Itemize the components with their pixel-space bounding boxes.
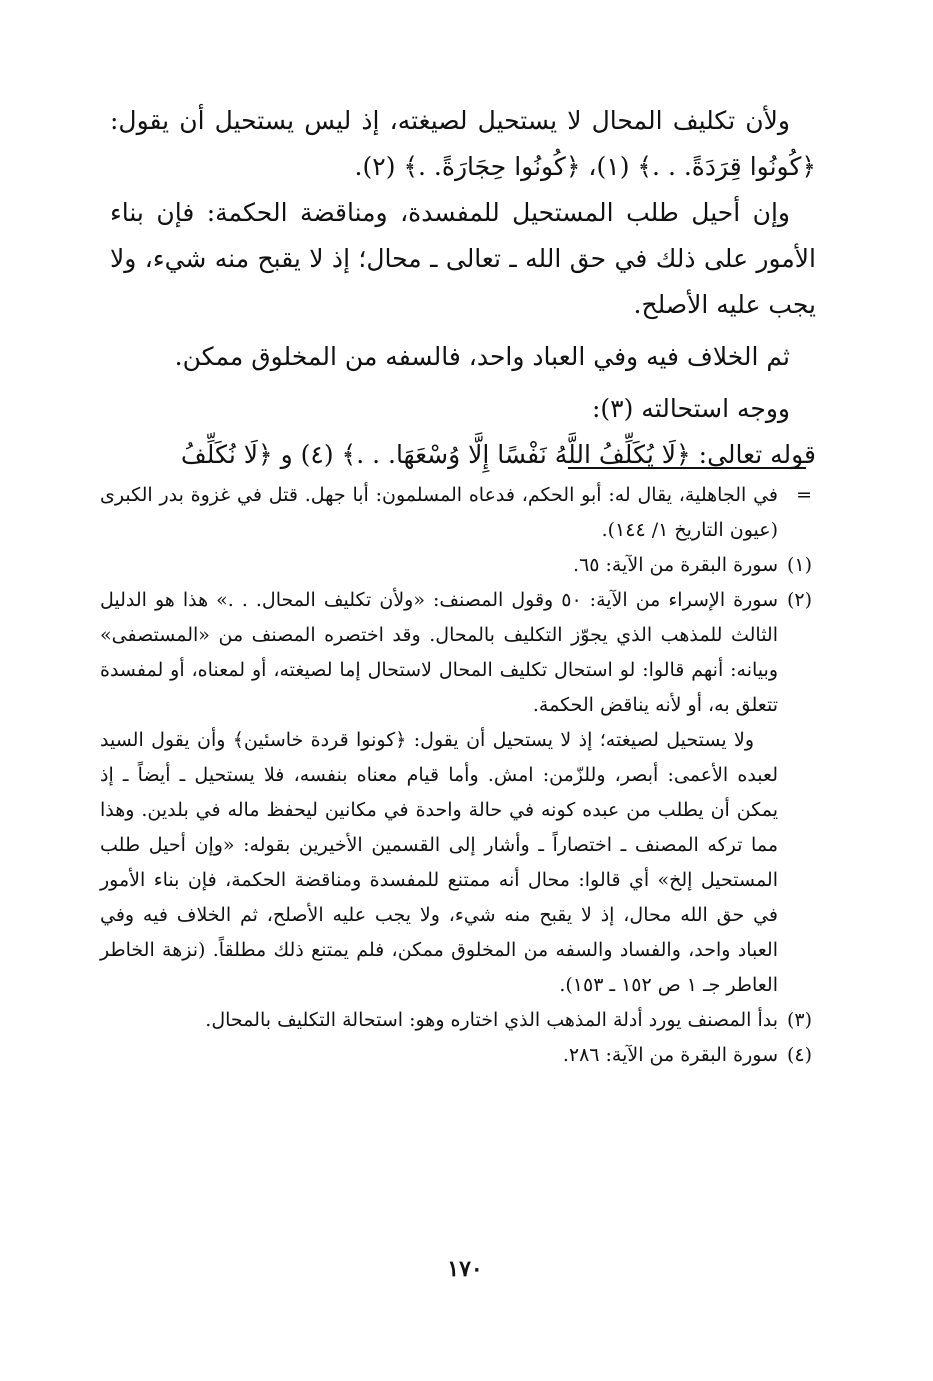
footnote-text: سورة البقرة من الآية: ٢٨٦. [562,1044,778,1066]
paragraph-4: ووجه استحالته (٣): [591,394,790,423]
continuation-text: في الجاهلية، يقال له: أبو الحكم، فدعاه المسلمون: أبا جهل. قتل في غزوة بدر الكبرى (عيون التاريخ ١/ ١٤٤). [100,484,778,541]
footnotes [100,478,812,1073]
paragraph-3: ثم الخلاف فيه وفي العباد واحد، فالسفه من المخلوق ممكن. [174,342,790,371]
footnote-separator [568,467,806,469]
footnote-3 [100,1003,812,1038]
footnote-2 [100,583,812,723]
footnote-4 [100,1038,812,1073]
paragraph-2: وإن أحيل طلب المستحيل للمفسدة، ومناقضة الحكمة: فإن بناء الأمور على ذلك في حق الله ـ تعالى ـ محال؛ إذ لا يقبح منه شيء، ولا يجب عليه الأصلح. [110,198,816,319]
footnote-number: (٢) [786,589,812,611]
paragraph-5: قوله تعالى: ﴿لَا يُكَلِّفُ اللَّهُ نَفْسًا إِلَّا وُسْعَهَا. . .﴾ (٤) و ﴿لَا نُكَلِّفُ [180,440,816,469]
page-number: ١٧٠ [447,1256,483,1282]
footnote-2-continued: ولا يستحيل لصيغته؛ إذ لا يستحيل أن يقول: ﴿كونوا قردة خاسئين﴾ وأن يقول السيد لعبده الأعمى: أبصر، وللزّمن: امش. وأما قيام معناه بنفسه، فلا يستحيل ـ أيضاً ـ إذ يمكن أن يطلب من عبده كونه في حالة واحدة في مكانين ليحفظ ماله في بلدين. وهذا مما تركه المصنف ـ اختصاراً ـ وأشار إلى القسمين الأخيرين بقوله: «وإن أحيل طلب المستحيل إلخ» أي قالوا: محال أنه ممتنع للمفسدة ومناقضة الحكمة، فإن بناء الأمور في حق الله محال، إذ لا يقبح منه شيء، ولا يجب عليه الأصلح، ثم الخلاف فيه وفي العباد واحد، والفساد والسفه من المخلوق ممكن، فلم يمتنع ذلك مطلقاً. (نزهة الخاطر العاطر جـ ١ ص ١٥٢ ـ ١٥٣). [100,729,778,996]
footnote-number: (٤) [786,1044,812,1066]
footnote-text: سورة البقرة من الآية: ٦٥. [573,554,778,576]
footnote-1 [100,548,812,583]
paragraph-1: ولأن تكليف المحال لا يستحيل لصيغته، إذ ليس يستحيل أن يقول: ﴿كُونُوا قِرَدَةً. . .﴾ (١)، ﴿كُونُوا حِجَارَةً. .﴾ (٢). [110,106,816,181]
footnote-text: بدأ المصنف يورد أدلة المذهب الذي اختاره وهو: استحالة التكليف بالمحال. [205,1009,778,1031]
main-text [110,98,816,478]
footnote-text: سورة الإسراء من الآية: ٥٠ وقول المصنف: «ولأن تكليف المحال. . .» هذا هو الدليل الثالث للمذهب الذي يجوّز التكليف بالمحال. وقد اختصره المصنف من «المستصفى» وبيانه: أنهم قالوا: لو استحال تكليف المحال لاستحال إما لصيغته، أو لمعناه، أو لمفسدة تتعلق به، أو لأنه يناقض الحكمة. [100,589,778,716]
continuation-marker: = [796,484,812,506]
footnote-number: (١) [786,554,812,576]
footnote-number: (٣) [786,1009,812,1031]
footnote-continuation [100,478,812,548]
